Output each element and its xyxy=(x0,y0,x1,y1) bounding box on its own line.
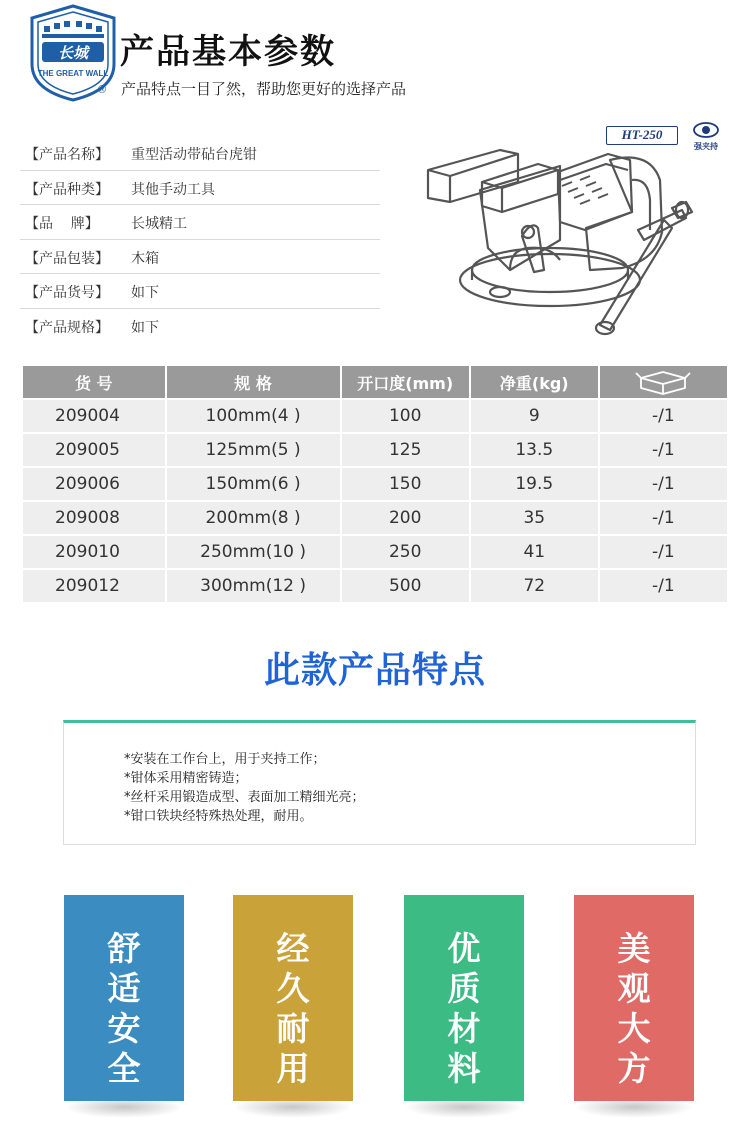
param-value: 木箱 xyxy=(131,250,159,267)
param-label: 【产品规格】 xyxy=(25,319,109,336)
param-value: 如下 xyxy=(131,319,159,336)
param-row-brand xyxy=(20,205,380,240)
table-row xyxy=(23,434,727,466)
cell-weight: 19.5 xyxy=(471,468,598,500)
table-row xyxy=(23,468,727,500)
card-char: 材 xyxy=(447,1009,481,1048)
param-label: 【产品种类】 xyxy=(25,181,109,198)
page-title: 产品基本参数 xyxy=(120,32,336,72)
cell-item-no: 209012 xyxy=(23,570,165,602)
cell-item-no: 209008 xyxy=(23,502,165,534)
table-row xyxy=(23,400,727,432)
cell-spec: 100mm(4 ) xyxy=(167,400,340,432)
cell-opening: 125 xyxy=(342,434,469,466)
card-text xyxy=(404,929,524,1089)
feature-card-comfort xyxy=(64,895,184,1101)
param-value: 重型活动带砧台虎钳 xyxy=(131,147,257,163)
card-char: 方 xyxy=(617,1049,651,1088)
cell-package: -/1 xyxy=(600,400,727,432)
grip-badge-label: 强夹持 xyxy=(694,142,718,151)
feature-line: *安装在工作台上，用于夹持工作； xyxy=(124,752,326,767)
eye-icon xyxy=(693,122,719,138)
product-image xyxy=(410,120,730,345)
card-char: 全 xyxy=(107,1049,141,1088)
cell-weight: 35 xyxy=(471,502,598,534)
card-char: 经 xyxy=(276,929,310,968)
param-row-item-no xyxy=(20,274,380,309)
card-char: 美 xyxy=(617,929,651,968)
table-row xyxy=(23,570,727,602)
cell-package: -/1 xyxy=(600,468,727,500)
card-char: 安 xyxy=(107,1009,141,1048)
table-row xyxy=(23,536,727,568)
param-value: 长城精工 xyxy=(131,216,187,232)
header-weight: 净重(kg) xyxy=(471,366,598,398)
param-row-name xyxy=(20,136,380,171)
cell-package: -/1 xyxy=(600,434,727,466)
cell-opening: 250 xyxy=(342,536,469,568)
feature-card-durable xyxy=(233,895,353,1101)
feature-line: *丝杆采用锻造成型、表面加工精细光亮； xyxy=(124,790,365,805)
cell-spec: 125mm(5 ) xyxy=(167,434,340,466)
box-icon xyxy=(635,369,691,395)
card-text xyxy=(233,929,353,1089)
cell-item-no: 209004 xyxy=(23,400,165,432)
features-title: 此款产品特点 xyxy=(263,650,486,691)
cell-spec: 250mm(10 ) xyxy=(167,536,340,568)
card-char: 质 xyxy=(447,969,481,1008)
cell-spec: 200mm(8 ) xyxy=(167,502,340,534)
cell-spec: 150mm(6 ) xyxy=(167,468,340,500)
card-char: 优 xyxy=(447,929,481,968)
card-char: 用 xyxy=(276,1049,310,1088)
cell-item-no: 209005 xyxy=(23,434,165,466)
svg-text:长城: 长城 xyxy=(57,44,89,62)
feature-card-material xyxy=(404,895,524,1101)
card-char: 耐 xyxy=(276,1009,310,1048)
features-box xyxy=(63,720,696,845)
cell-package: -/1 xyxy=(600,502,727,534)
page-subtitle: 产品特点一目了然，帮助您更好的选择产品 xyxy=(121,80,407,98)
table-header-row xyxy=(23,366,727,398)
card-char: 适 xyxy=(107,969,141,1008)
spec-table xyxy=(21,364,729,604)
cell-opening: 200 xyxy=(342,502,469,534)
cell-weight: 72 xyxy=(471,570,598,602)
param-label: 【产品货号】 xyxy=(25,285,109,301)
cell-package: -/1 xyxy=(600,536,727,568)
feature-line: *钳体采用精密铸造； xyxy=(124,771,248,786)
cell-item-no: 209010 xyxy=(23,536,165,568)
param-row-category xyxy=(20,171,380,206)
cell-opening: 100 xyxy=(342,400,469,432)
card-char: 久 xyxy=(276,969,310,1008)
cell-opening: 150 xyxy=(342,468,469,500)
header xyxy=(0,0,750,110)
cell-spec: 300mm(12 ) xyxy=(167,570,340,602)
model-badge: HT-250 xyxy=(606,126,678,145)
grip-badge xyxy=(688,122,724,152)
cell-weight: 41 xyxy=(471,536,598,568)
trademark-symbol: ® xyxy=(98,84,107,96)
param-value: 如下 xyxy=(131,285,159,301)
bench-vise-illustration-icon xyxy=(410,120,730,345)
cell-opening: 500 xyxy=(342,570,469,602)
cell-package: -/1 xyxy=(600,570,727,602)
feature-line: *钳口铁块经特殊热处理，耐用。 xyxy=(124,809,313,824)
card-char: 料 xyxy=(447,1049,481,1088)
header-spec: 规 格 xyxy=(167,366,340,398)
card-text xyxy=(64,929,184,1089)
card-char: 舒 xyxy=(107,929,141,968)
param-row-package xyxy=(20,240,380,275)
param-label: 【产品名称】 xyxy=(25,147,109,163)
card-char: 大 xyxy=(617,1009,651,1048)
param-row-spec xyxy=(20,309,380,344)
header-opening: 开口度(mm) xyxy=(342,366,469,398)
header-package xyxy=(600,366,727,398)
cell-item-no: 209006 xyxy=(23,468,165,500)
card-char: 观 xyxy=(617,969,651,1008)
param-value: 其他手动工具 xyxy=(131,181,215,198)
cell-weight: 9 xyxy=(471,400,598,432)
feature-card-appearance xyxy=(574,895,694,1101)
table-row xyxy=(23,502,727,534)
param-label: 【品 牌】 xyxy=(25,216,99,232)
param-label: 【产品包装】 xyxy=(25,250,109,267)
cell-weight: 13.5 xyxy=(471,434,598,466)
header-item-no: 货 号 xyxy=(23,366,165,398)
param-list xyxy=(20,136,380,343)
svg-text:THE GREAT WALL: THE GREAT WALL xyxy=(37,69,109,78)
card-text xyxy=(574,929,694,1089)
